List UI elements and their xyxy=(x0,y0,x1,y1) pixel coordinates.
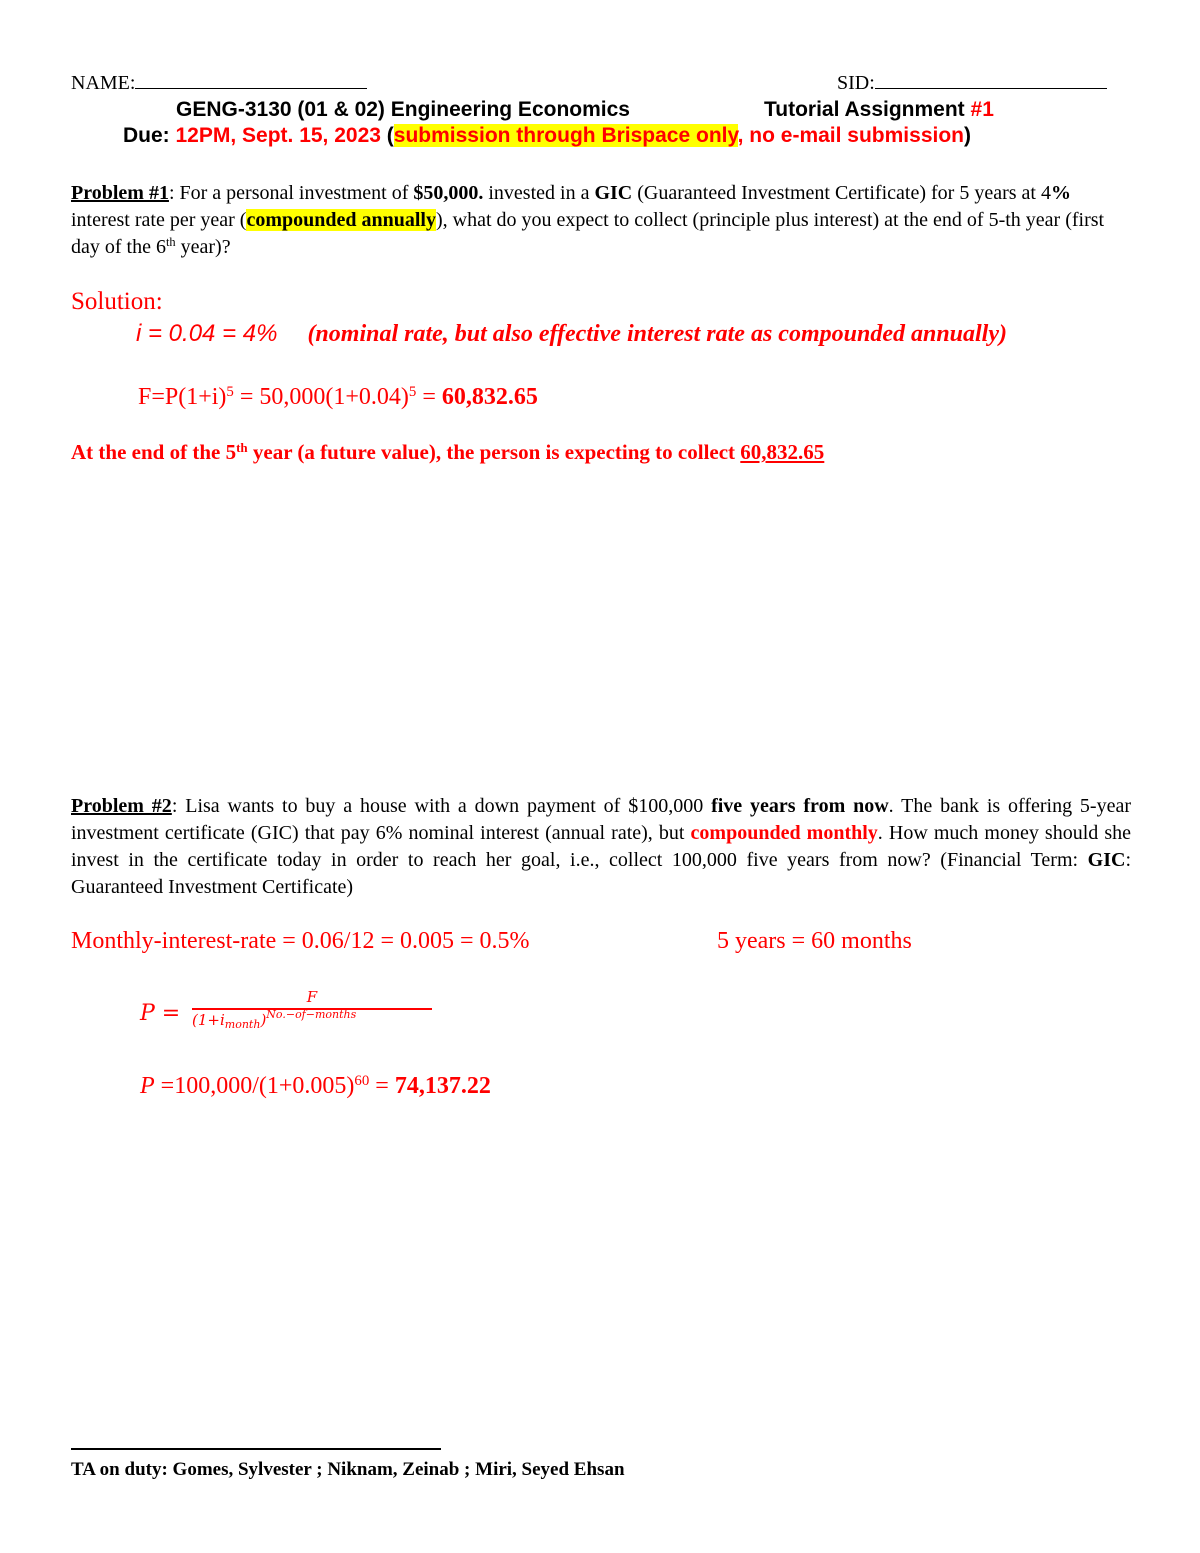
problem-2-segment: : Guaranteed Investment Certificate) xyxy=(71,849,1131,898)
problem-2-segment: : Lisa wants to buy a house with a down payment of $100,000 xyxy=(171,795,712,817)
name-blank-line xyxy=(135,87,367,89)
name-field xyxy=(71,72,367,95)
problem-1-text xyxy=(71,180,1131,261)
formula-exponent: 5 xyxy=(226,383,234,400)
solution-formula-line xyxy=(138,384,538,411)
problem-2-segment: . The bank is offering 5-year investment certificate (GIC) that pay 6% nominal interest (annual rate), but xyxy=(71,795,1131,844)
problem-2-segment: . How much money should she invest in the certificate today in order to reach her goal, i.e., collect 100,000 five years from now? (Financial Term: xyxy=(71,822,1131,871)
sid-field xyxy=(837,72,1107,95)
due-submission-rest: , no e-mail submission xyxy=(737,124,964,147)
solution-rate-note: (nominal rate, but also effective interest rate as compounded annually) xyxy=(307,321,1007,347)
denominator-i: i xyxy=(219,1011,225,1029)
due-line xyxy=(123,124,971,148)
problem-1-segment: interest rate per year ( xyxy=(71,209,247,231)
result-p-label: P xyxy=(140,1073,155,1099)
problem-1-superscript: th xyxy=(165,235,176,250)
formula-part: = xyxy=(416,384,442,410)
problem-2-gic: GIC xyxy=(1087,849,1126,871)
formula-exponent: 5 xyxy=(408,383,417,400)
problem-2-five-years: five years from now xyxy=(711,795,889,817)
problem-1-percent: % xyxy=(1050,182,1071,204)
solution-rate-line xyxy=(136,320,1007,348)
problem-2-compounded: compounded monthly xyxy=(690,822,878,844)
problem-1-segment: (Guaranteed Investment Certificate) for 5 years at 4 xyxy=(632,182,1051,204)
problem-1-gic: GIC xyxy=(594,182,633,204)
result-value: 74,137.22 xyxy=(394,1073,491,1099)
due-label: Due: xyxy=(123,124,176,147)
result-part: =100,000/(1+0.005) xyxy=(154,1073,355,1099)
sid-blank-line xyxy=(875,87,1107,89)
conclusion-value: 60,832.65 xyxy=(740,440,825,464)
footer-rule xyxy=(71,1448,441,1450)
problem-1-amount: $50,000. xyxy=(413,182,484,204)
conclusion-part: At the end of the 5 xyxy=(71,440,237,464)
formula-denominator xyxy=(192,1010,432,1029)
denominator-exponent: No.−of−months xyxy=(266,1008,357,1021)
formula-result: 60,832.65 xyxy=(441,384,538,410)
formula-numerator: F xyxy=(306,988,318,1006)
conclusion-superscript: th xyxy=(236,439,248,455)
present-value-result-line xyxy=(140,1073,491,1100)
assignment-label: Tutorial Assignment xyxy=(764,98,971,121)
monthly-rate-line: Monthly-interest-rate = 0.06/12 = 0.005 = 0.5% xyxy=(71,928,530,954)
due-close-paren: ) xyxy=(964,124,971,147)
months-line: 5 years = 60 months xyxy=(717,928,912,954)
denominator-part: ) xyxy=(260,1011,267,1029)
problem-1-compounded-highlight: compounded annually xyxy=(246,209,436,231)
assignment-number: #1 xyxy=(970,98,994,121)
problem-1-label: Problem #1 xyxy=(71,182,169,204)
problem-1-segment: year)? xyxy=(175,236,231,258)
assignment-title xyxy=(764,98,994,122)
due-open-paren: ( xyxy=(380,124,394,147)
formula-part: F=P(1+i) xyxy=(138,384,227,410)
problem-1-segment: : For a personal investment of xyxy=(168,182,414,204)
problem-2-text xyxy=(71,793,1131,901)
sid-label: SID: xyxy=(837,72,875,94)
solution-title: Solution: xyxy=(71,288,163,315)
result-part: = xyxy=(369,1073,395,1099)
formula-fraction xyxy=(192,988,432,1029)
solution-rate-equation: i = 0.04 = 4% xyxy=(136,320,278,347)
result-exponent: 60 xyxy=(354,1072,370,1089)
formula-lhs: P = xyxy=(140,1001,181,1026)
problem-1-segment: ), what do you expect to collect (principle plus interest) at the end of 5-th year (first day of the 6 xyxy=(71,209,1105,258)
course-title: GENG-3130 (01 & 02) Engineering Economics xyxy=(176,98,630,121)
denominator-subscript: month xyxy=(224,1018,261,1031)
name-label: NAME: xyxy=(71,72,136,94)
problem-1-segment: invested in a xyxy=(483,182,595,204)
solution-conclusion xyxy=(71,440,824,465)
footer-ta: TA on duty: Gomes, Sylvester ; Niknam, Zeinab ; Miri, Seyed Ehsan xyxy=(71,1459,625,1480)
formula-part: = 50,000(1+0.04) xyxy=(233,384,409,410)
due-date: 12PM, Sept. 15, 2023 xyxy=(175,124,381,147)
denominator-part: (1+ xyxy=(192,1011,220,1029)
problem-2-label: Problem #2 xyxy=(71,795,172,817)
due-submission-highlight: submission through Brispace only xyxy=(393,124,738,147)
conclusion-part: year (a future value), the person is expecting to collect xyxy=(247,440,741,464)
